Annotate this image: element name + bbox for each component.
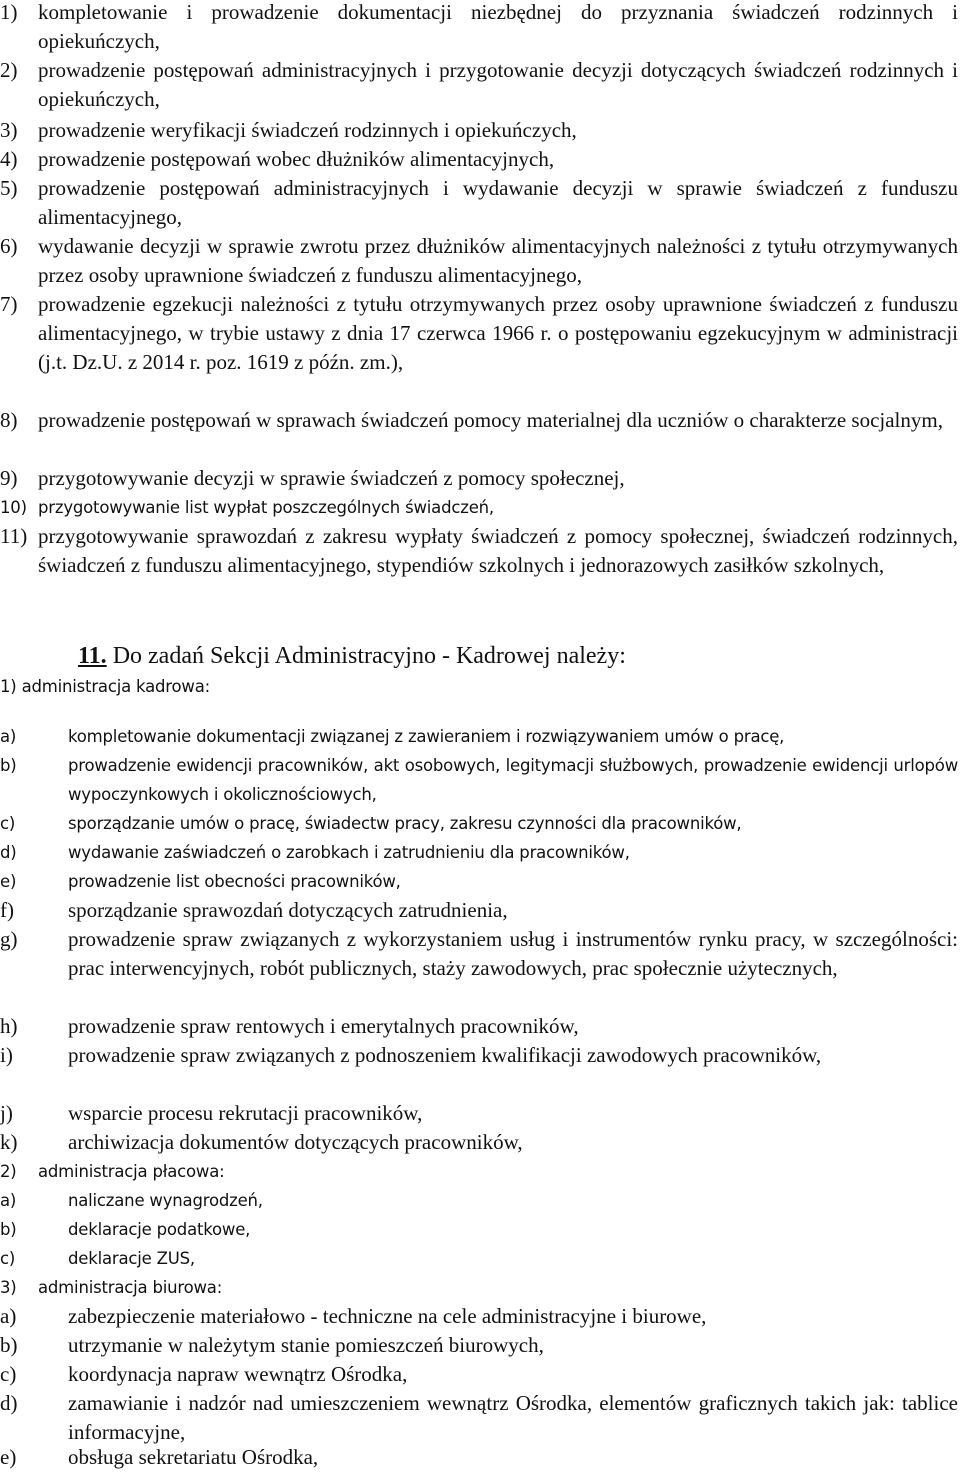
item-number: 2) <box>0 58 18 82</box>
item-text: prowadzenie postępowań wobec dłużników alimentacyjnych, <box>38 147 555 171</box>
group-label: 1) administracja kadrowa: <box>0 677 210 696</box>
item-letter: c) <box>0 814 16 833</box>
item-text: kompletowanie dokumentacji związanej z zawieraniem i rozwiązywaniem umów o pracę, <box>68 727 785 746</box>
item-letter: b) <box>0 756 17 775</box>
item-text: prowadzenie weryfikacji świadczeń rodzinnych i opiekuńczych, <box>38 118 577 142</box>
item-text: deklaracje podatkowe, <box>68 1220 251 1239</box>
item-letter: k) <box>0 1130 18 1154</box>
item-text: kompletowanie i prowadzenie dokumentacji niezbędnej do przyznania świadczeń rodzinnych i opiekuńczych, <box>38 0 958 53</box>
item-number: 9) <box>0 466 18 490</box>
item-letter: g) <box>0 927 18 951</box>
item-number: 3) <box>0 118 18 142</box>
group-title: administracja płacowa: <box>38 1162 225 1181</box>
item-text: prowadzenie spraw związanych z podnoszeniem kwalifikacji zawodowych pracowników, <box>68 1043 822 1067</box>
item-letter: h) <box>0 1014 18 1038</box>
item-text: prowadzenie egzekucji należności z tytułu otrzymywanych przez osoby uprawnione świadczeń z funduszu alimentacyjnego, w trybie ustawy z dnia 17 czerwca 1966 r. o postępowaniu egzekucyjnym w administracji (j.t. Dz.U. z 2014 r. poz. 1619 z późn. zm.), <box>38 292 958 374</box>
item-letter: f) <box>0 898 14 922</box>
item-text: zamawianie i nadzór nad umieszczeniem wewnątrz Ośrodka, elementów graficznych takich jak: tablice informacyjne, <box>68 1391 958 1444</box>
item-number: 10) <box>0 498 27 517</box>
item-text: wydawanie zaświadczeń o zarobkach i zatrudnieniu dla pracowników, <box>68 843 630 862</box>
item-text: prowadzenie spraw rentowych i emerytalnych pracowników, <box>68 1014 579 1038</box>
item-text: prowadzenie list obecności pracowników, <box>68 872 401 891</box>
item-text: prowadzenie ewidencji pracowników, akt osobowych, legitymacji służbowych, prowadzenie ewidencji urlopów wypoczynkowych i okolicznościowych, <box>68 756 958 804</box>
section-number: 11. <box>78 643 107 669</box>
item-text: przygotowywanie decyzji w sprawie świadczeń z pomocy społecznej, <box>38 466 625 490</box>
item-text: naliczane wynagrodzeń, <box>68 1191 263 1210</box>
group-number: 2) <box>0 1162 17 1181</box>
item-text: prowadzenie postępowań administracyjnych i przygotowanie decyzji dotyczących świadczeń rodzinnych i opiekuńczych, <box>38 58 958 111</box>
group-number: 3) <box>0 1278 17 1297</box>
item-number: 6) <box>0 234 18 258</box>
item-text: obsługa sekretariatu Ośrodka, <box>68 1445 319 1469</box>
item-text: wydawanie decyzji w sprawie zwrotu przez dłużników alimentacyjnych należności z tytułu otrzymywanych przez osoby uprawnione świadczeń z funduszu alimentacyjnego, <box>38 234 958 287</box>
item-number: 11) <box>0 524 28 548</box>
section-heading <box>78 641 626 671</box>
item-text: prowadzenie postępowań administracyjnych i wydawanie decyzji w sprawie świadczeń z funduszu alimentacyjnego, <box>38 176 958 229</box>
item-text: utrzymanie w należytym stanie pomieszczeń biurowych, <box>68 1333 544 1357</box>
item-letter: a) <box>0 727 17 746</box>
item-letter: b) <box>0 1220 17 1239</box>
item-letter: c) <box>0 1362 17 1386</box>
item-text: prowadzenie postępowań w sprawach świadczeń pomocy materialnej dla uczniów o charakterze socjalnym, <box>38 408 943 432</box>
item-letter: e) <box>0 1445 17 1469</box>
item-letter: d) <box>0 1391 18 1415</box>
item-text: deklaracje ZUS, <box>68 1249 195 1268</box>
item-text: archiwizacja dokumentów dotyczących pracowników, <box>68 1130 523 1154</box>
item-letter: j) <box>0 1101 13 1125</box>
item-number: 5) <box>0 176 18 200</box>
item-number: 8) <box>0 408 18 432</box>
item-letter: d) <box>0 843 17 862</box>
item-text: wsparcie procesu rekrutacji pracowników, <box>68 1101 423 1125</box>
item-text: koordynacja napraw wewnątrz Ośrodka, <box>68 1362 408 1386</box>
item-letter: e) <box>0 872 17 891</box>
item-text: sporządzanie sprawozdań dotyczących zatrudnienia, <box>68 898 508 922</box>
item-letter: c) <box>0 1249 16 1268</box>
item-letter: a) <box>0 1191 17 1210</box>
item-text: sporządzanie umów o pracę, świadectw pracy, zakresu czynności dla pracowników, <box>68 814 742 833</box>
item-number: 4) <box>0 147 18 171</box>
item-text: przygotowywanie sprawozdań z zakresu wypłaty świadczeń z pomocy społecznej, świadczeń rodzinnych, świadczeń z funduszu alimentacyjnego, stypendiów szkolnych i jednorazowych zasiłków szkolnych, <box>38 524 958 577</box>
item-number: 1) <box>0 0 18 24</box>
item-letter: i) <box>0 1043 13 1067</box>
group-title: administracja biurowa: <box>38 1278 223 1297</box>
item-letter: b) <box>0 1333 18 1357</box>
item-number: 7) <box>0 292 18 316</box>
item-text: przygotowywanie list wypłat poszczególnych świadczeń, <box>38 498 494 517</box>
item-text: prowadzenie spraw związanych z wykorzystaniem usług i instrumentów rynku pracy, w szczególności: prac interwencyjnych, robót publicznych, staży zawodowych, prac społecznie użytecznych, <box>68 927 958 980</box>
item-text: zabezpieczenie materiałowo - techniczne na cele administracyjne i biurowe, <box>68 1304 707 1328</box>
section-title: Do zadań Sekcji Administracyjno - Kadrowej należy: <box>112 643 626 669</box>
item-letter: a) <box>0 1304 17 1328</box>
